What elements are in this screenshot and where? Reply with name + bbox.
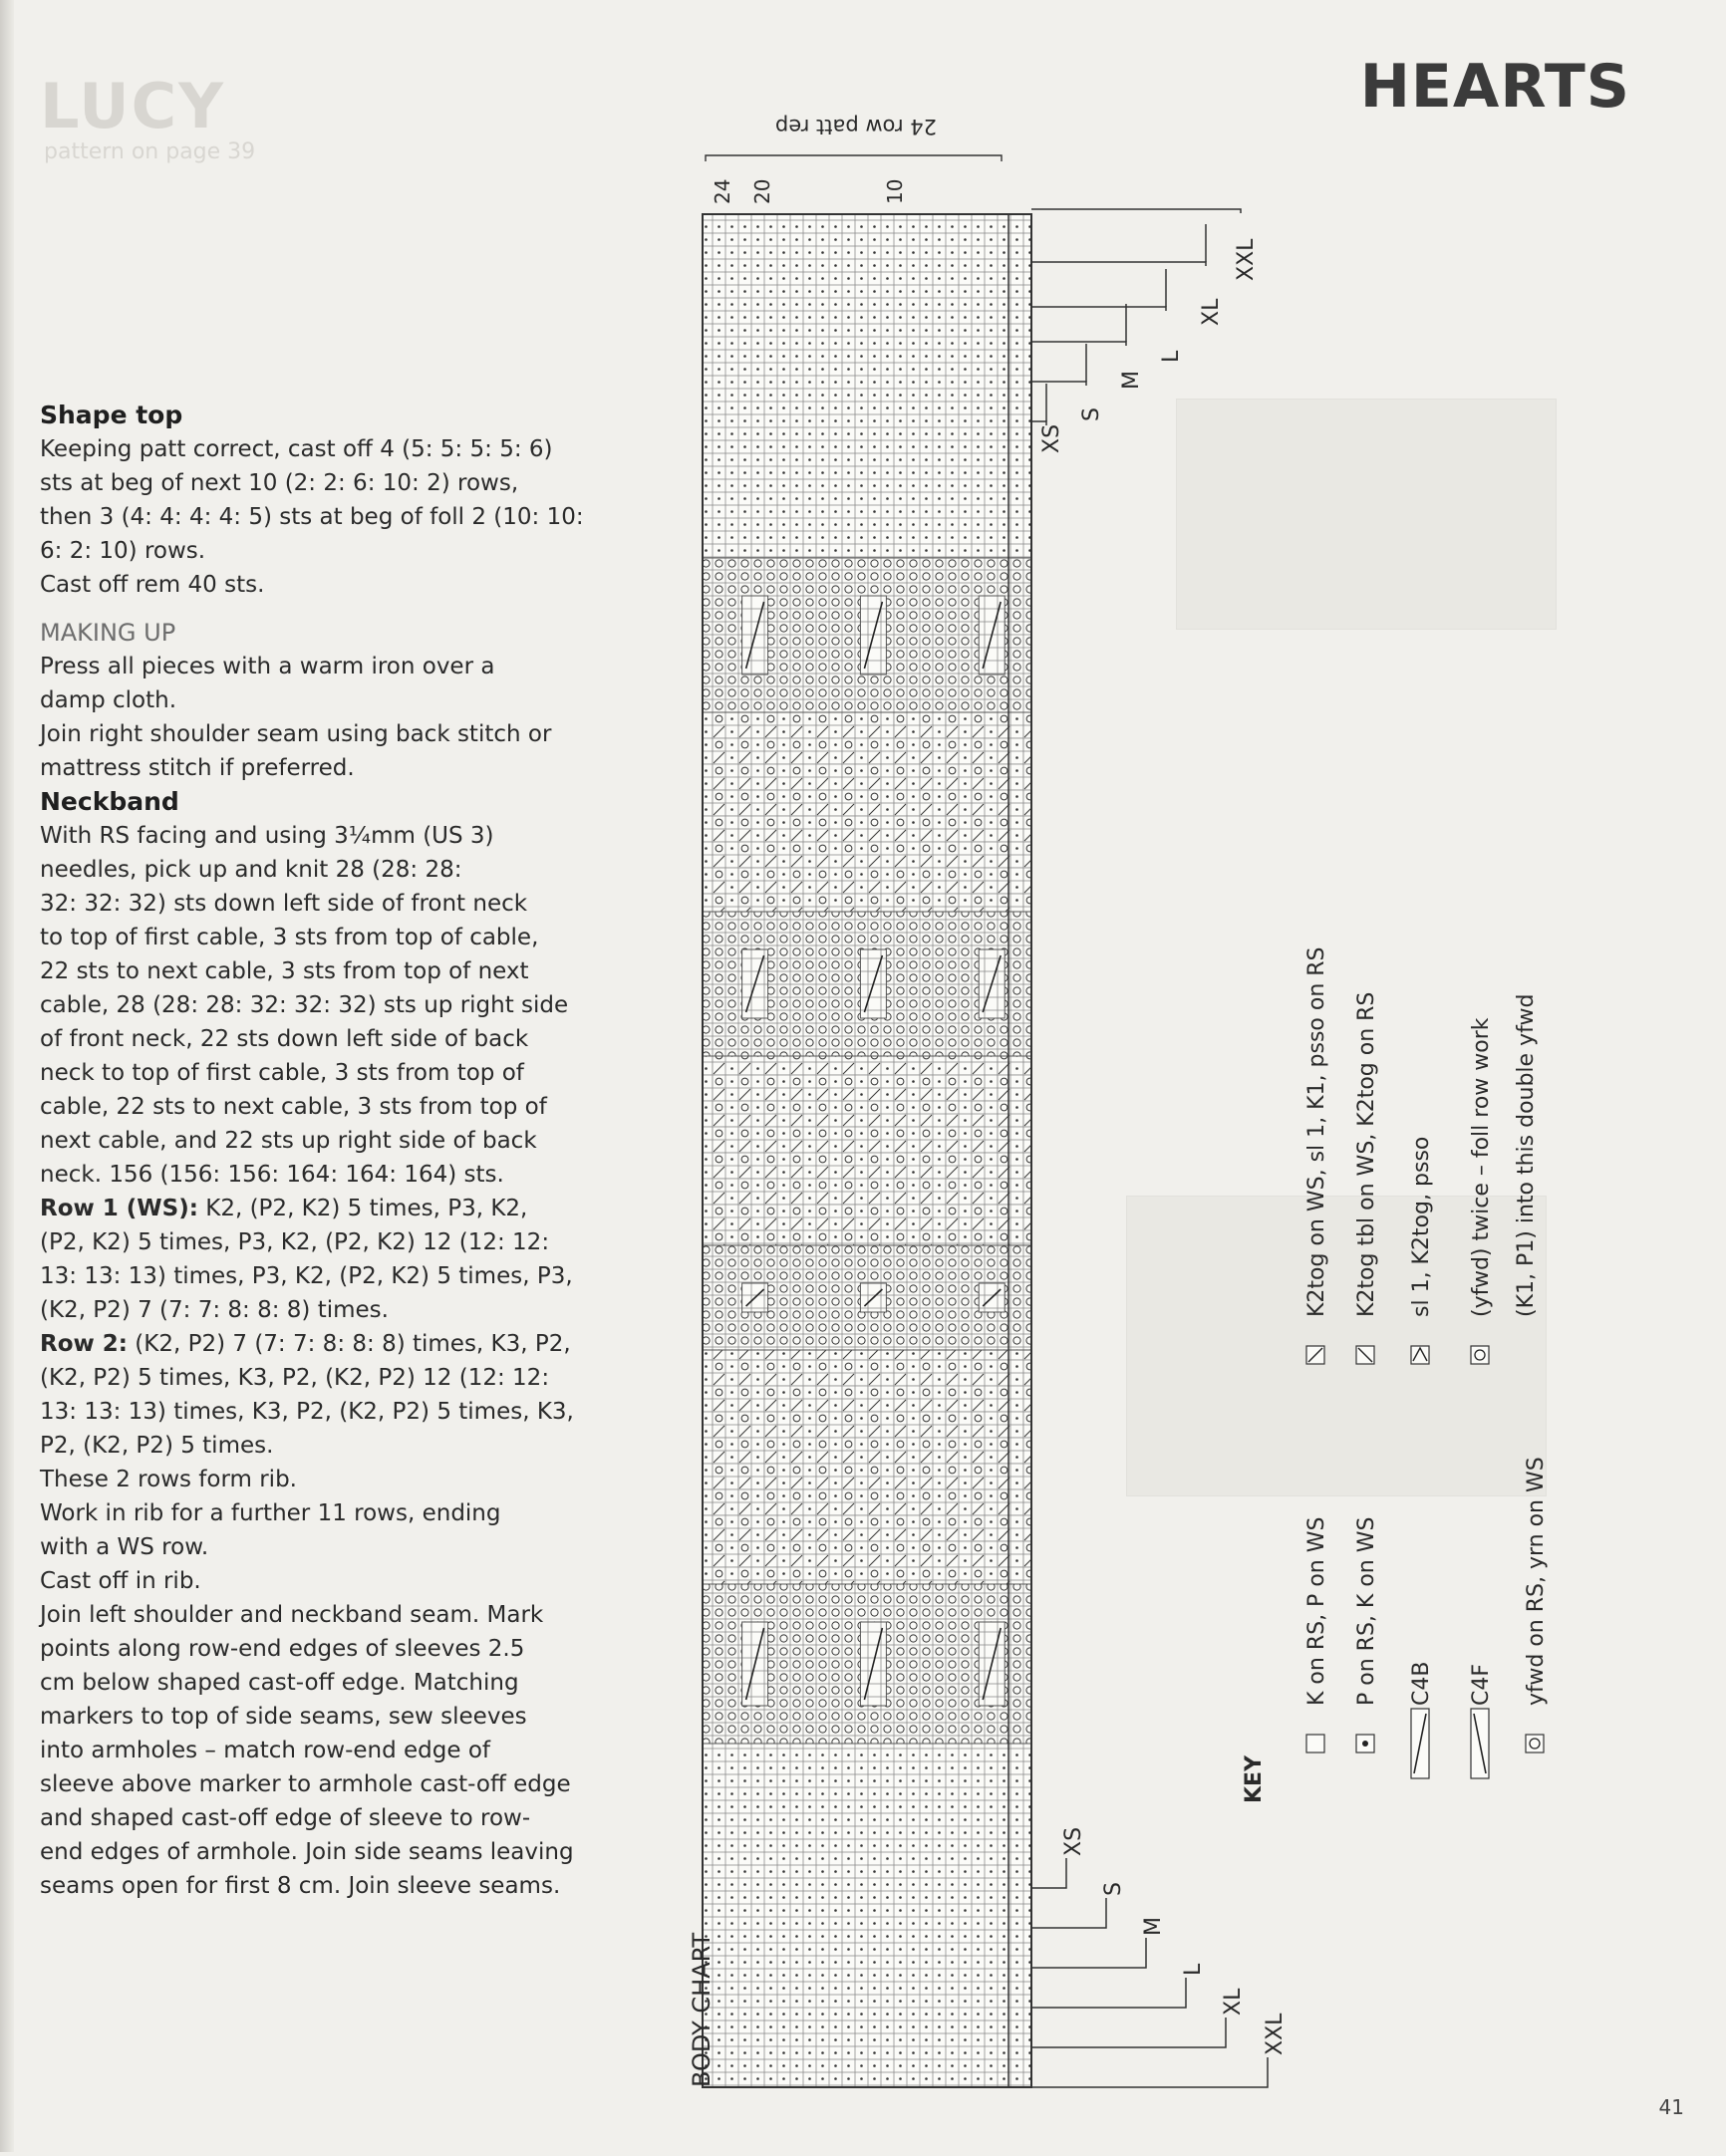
shape-top-heading: Shape top <box>40 401 183 429</box>
text-line: 32: 32: 32) sts down left side of front neck <box>40 891 528 917</box>
size-label-top: XXL <box>1234 238 1259 281</box>
key-label: yfwd on RS, yrn on WS <box>1524 1457 1549 1706</box>
text-line: end edges of armhole. Join side seams leaving <box>40 1839 574 1865</box>
key-label: C4B <box>1409 1661 1434 1706</box>
key-label: P on RS, K on WS <box>1354 1516 1379 1706</box>
text-line: into armholes – match row-end edge of <box>40 1738 491 1763</box>
size-bracket-bottom <box>1031 1938 1146 1968</box>
text-line: (K2, P2) 5 times, K3, P2, (K2, P2) 12 (12: 12: <box>40 1365 550 1391</box>
repeat-label: 24 row patt rep <box>774 115 937 138</box>
size-label-top: M <box>1119 371 1144 390</box>
text-line: neck. 156 (156: 156: 164: 164: 164) sts. <box>40 1162 504 1188</box>
key-label: K2tog tbl on WS, K2tog on RS <box>1354 991 1379 1317</box>
size-bracket-top <box>1031 307 1166 311</box>
text-line: Cast off in rib. <box>40 1568 201 1594</box>
key-label: (yfwd) twice – foll row work <box>1469 1017 1494 1317</box>
text-line: 13: 13: 13) times, P3, K2, (P2, K2) 5 times, P3, <box>40 1263 573 1289</box>
text-line: Join right shoulder seam using back stitch or <box>40 721 552 747</box>
key-title: KEY <box>1242 1754 1267 1803</box>
text-line: Keeping patt correct, cast off 4 (5: 5: 5: 5: 6) <box>40 436 553 462</box>
ghost-title: LUCY <box>40 70 226 142</box>
text-line: and shaped cast-off edge of sleeve to row- <box>40 1805 531 1831</box>
text-line: (K2, P2) 7 (7: 7: 8: 8: 8) times. <box>40 1297 389 1323</box>
chart-band <box>703 1744 1031 2087</box>
repeat-bracket <box>706 155 1002 161</box>
size-bracket-bottom <box>1031 1978 1186 2008</box>
row-number: 10 <box>883 178 907 204</box>
text-line: Join left shoulder and neckband seam. Mark <box>40 1602 544 1628</box>
text-line: 22 sts to next cable, 3 sts from top of next <box>40 958 529 984</box>
text-line: next cable, and 22 sts up right side of back <box>40 1128 537 1154</box>
text-line: Cast off rem 40 sts. <box>40 572 265 598</box>
text-line: to top of first cable, 3 sts from top of cable, <box>40 925 539 950</box>
text-line: P2, (K2, P2) 5 times. <box>40 1433 274 1459</box>
page-number: 41 <box>1658 2095 1684 2119</box>
size-bracket-bottom <box>1031 1858 1066 1888</box>
key-label: K2tog on WS, sl 1, K1, psso on RS <box>1304 946 1329 1317</box>
text-line: points along row-end edges of sleeves 2.5 <box>40 1636 525 1662</box>
size-bracket-top <box>1031 209 1241 213</box>
text-line: of front neck, 22 sts down left side of back <box>40 1026 529 1052</box>
text-line: markers to top of side seams, sew sleeves <box>40 1704 527 1730</box>
text-line: These 2 rows form rib. <box>40 1467 297 1492</box>
key-label: C4F <box>1469 1663 1494 1706</box>
text-line: (P2, K2) 5 times, P3, K2, (P2, K2) 12 (12: 12: <box>40 1229 550 1255</box>
key-label: (K1, P1) into this double yfwd <box>1514 993 1539 1317</box>
size-bracket-bottom <box>1031 2018 1226 2047</box>
key-symbol-box <box>1306 1735 1324 1752</box>
key-symbol-box <box>1471 1346 1489 1364</box>
text-line: then 3 (4: 4: 4: 4: 5) sts at beg of foll 2 (10: 10: <box>40 504 584 530</box>
text-line: cm below shaped cast-off edge. Matching <box>40 1670 519 1696</box>
text-line: neck to top of first cable, 3 sts from top of <box>40 1060 524 1086</box>
size-label-top: XS <box>1039 423 1064 453</box>
text-line: 13: 13: 13) times, K3, P2, (K2, P2) 5 times, K3, <box>40 1399 574 1425</box>
text-line: damp cloth. <box>40 687 177 713</box>
size-label-top: S <box>1079 407 1104 421</box>
row-2-label: Row 2: <box>40 1331 128 1357</box>
chart-band <box>703 1350 1031 1584</box>
text-line: with a WS row. <box>40 1534 209 1560</box>
size-bracket-top <box>1031 342 1126 346</box>
size-label-top: L <box>1159 350 1184 363</box>
text-line: mattress stitch if preferred. <box>40 755 355 781</box>
text-line: 6: 2: 10) rows. <box>40 538 206 564</box>
text-line: needles, pick up and knit 28 (28: 28: <box>40 857 462 883</box>
size-bracket-bottom <box>1031 1898 1106 1928</box>
size-bracket-top <box>1031 262 1206 266</box>
text-line: With RS facing and using 3¼mm (US 3) <box>40 823 494 849</box>
size-bracket-bottom <box>1031 2057 1268 2087</box>
size-label-bottom: L <box>1181 1963 1206 1976</box>
chart-band <box>703 1056 1031 1245</box>
size-bracket-top <box>1031 382 1086 386</box>
text-line: sts at beg of next 10 (2: 2: 6: 10: 2) rows, <box>40 470 519 496</box>
row-2-line: (K2, P2) 7 (7: 7: 8: 8: 8) times, K3, P2, <box>127 1331 571 1357</box>
text-line: sleeve above marker to armhole cast-off edge <box>40 1771 571 1797</box>
row-number: 24 <box>711 178 734 204</box>
ghost-subtitle: pattern on page 39 <box>44 139 256 164</box>
size-label-bottom: XS <box>1061 1826 1086 1856</box>
page-title: HEARTS <box>1359 52 1630 122</box>
key-symbol-box <box>1526 1735 1544 1752</box>
key-label: K on RS, P on WS <box>1304 1516 1329 1706</box>
chart-band <box>703 712 1031 912</box>
size-label-bottom: XXL <box>1263 2013 1288 2055</box>
size-label-bottom: S <box>1101 1882 1126 1896</box>
size-label-bottom: XL <box>1221 1988 1246 2016</box>
chart-title: BODY CHART <box>688 1932 716 2087</box>
row-1-line: K2, (P2, K2) 5 times, P3, K2, <box>197 1196 528 1221</box>
key-symbol-dot <box>1362 1741 1368 1747</box>
text-line: cable, 22 sts to next cable, 3 sts from top of <box>40 1094 547 1120</box>
row-1-label: Row 1 (WS): <box>40 1196 198 1221</box>
chart-band <box>703 214 1031 558</box>
making-up-heading: MAKING UP <box>40 619 176 647</box>
text-line: Press all pieces with a warm iron over a <box>40 654 495 679</box>
size-label-bottom: M <box>1141 1917 1166 1936</box>
text-line: Work in rib for a further 11 rows, ending <box>40 1500 501 1526</box>
neckband-heading: Neckband <box>40 787 179 816</box>
row-number: 20 <box>750 178 774 204</box>
text-line: cable, 28 (28: 28: 32: 32: 32) sts up right side <box>40 992 569 1018</box>
text-line: seams open for first 8 cm. Join sleeve seams. <box>40 1873 561 1899</box>
size-label-top: XL <box>1199 298 1224 326</box>
key-label: sl 1, K2tog, psso <box>1409 1136 1434 1317</box>
